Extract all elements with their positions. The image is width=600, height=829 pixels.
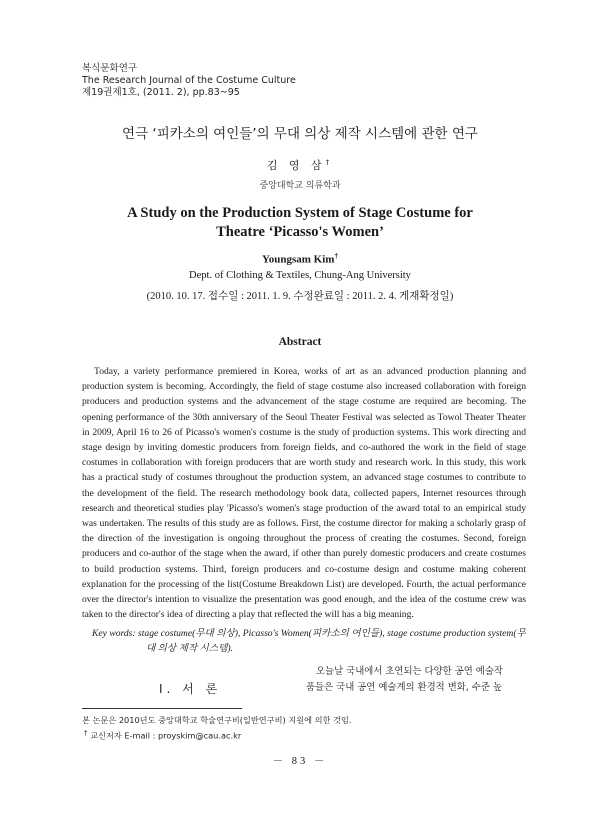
title-english-line2: Theatre ‘Picasso's Women’ bbox=[216, 224, 384, 240]
author-korean bbox=[0, 157, 600, 173]
submission-dates: (2010. 10. 17. 접수일 : 2011. 1. 9. 수정완료일 : 2011. 2. 4. 게재확정일) bbox=[146, 291, 454, 302]
introduction-text bbox=[306, 664, 528, 696]
footnote-mark: † bbox=[84, 729, 88, 737]
journal-issue: 제19권제1호, (2011. 2), pp.83~95 bbox=[82, 87, 240, 98]
affiliation-english: Dept. of Clothing & Textiles, Chung-Ang University bbox=[189, 270, 411, 281]
keywords-line2: 대 의상 제작 시스템). bbox=[146, 643, 233, 654]
title-english-line1: A Study on the Production System of Stage Costume for bbox=[127, 205, 473, 221]
section-heading-introduction: Ⅰ. 서 론 bbox=[159, 682, 222, 696]
page-number: － 83 － bbox=[272, 756, 328, 767]
author-english bbox=[0, 252, 600, 266]
affiliation-korean: 중앙대학교 의류학과 bbox=[259, 181, 341, 191]
author-english-name: Youngsam Kim bbox=[262, 253, 335, 266]
corresponding-author-mark-en: † bbox=[334, 252, 338, 260]
footnotes bbox=[82, 714, 352, 743]
footnote-email: 교신저자 E-mail : proyskim@cau.ac.kr bbox=[90, 730, 242, 741]
abstract-text: Today, a variety performance premiered in Korea, works of art as an advanced production planning and production system is becoming. Accordingly, the field of stage costume also increased collaboration with foreign producers and production systems and the advancement of the stage costume are required are becoming. The opening performance of the 30th anniversary of the Seoul Theater Festival was selected as Towol Theater Theater in 2009, April 16 to 26 of Picasso's women's costume is the study of production systems. This work directing and stage design by inviting domestic producers from foreign fields, and co-authored the work in the field of stage costumes in collaboration with foreign producers that are worth study and research work. In this study, this work has a practical study of costumes throughout the production system, an advanced stage costumes to contribute to the development of the field. The research methodology book data, collected papers, Internet resources through research and theoretical studies play 'Picasso's women's stage production of the award total to an empirical study was undertaken. The results of this study are as follows. First, the costume director for making a scholarly grasp of the direction of the investigation is ongoing throughout the process of creating the costumes. Second, foreign producers and co-author of the stage when the award, if other than purely domestic producers and create costumes to build production systems. Third, foreign producers and co-costume design and costume making coherent explanation for the processing of the list(Costume Breakdown List) are developed. Fourth, the actual performance over the director's intention to visualize the presentation was good enough, and the idea of the costume crew was taken to the director's idea of directing a play that reflected the will has a big meaning. bbox=[82, 366, 526, 621]
footnote-corresponding-author bbox=[82, 727, 352, 743]
journal-name-en: The Research Journal of the Costume Culture bbox=[82, 75, 296, 86]
journal-name-ko: 복식문화연구 bbox=[82, 63, 138, 74]
abstract-heading: Abstract bbox=[278, 336, 322, 348]
footnote-funding: 본 논문은 2010년도 중앙대학교 학술연구비(일반연구비) 지원에 의한 것임. bbox=[82, 715, 352, 725]
corresponding-author-mark: † bbox=[325, 158, 334, 167]
journal-info bbox=[82, 63, 296, 99]
introduction-line2: 품들은 국내 공연 예술계의 환경적 변화, 수준 높 bbox=[306, 682, 502, 693]
footnote-divider bbox=[82, 708, 242, 709]
title-english bbox=[0, 204, 600, 242]
keywords bbox=[92, 626, 532, 656]
author-korean-name: 김 영 삼 bbox=[266, 159, 326, 172]
keywords-line1: Key words: stage costume(무대 의상), Picasso's Women(피카소의 여인들), stage costume production system(무 bbox=[92, 628, 526, 639]
introduction-line1: 오늘날 국내에서 초연되는 다양한 공연 예술작 bbox=[316, 666, 503, 677]
title-korean: 연극 ‘피카소의 여인들’의 무대 의상 제작 시스템에 관한 연구 bbox=[122, 126, 478, 142]
